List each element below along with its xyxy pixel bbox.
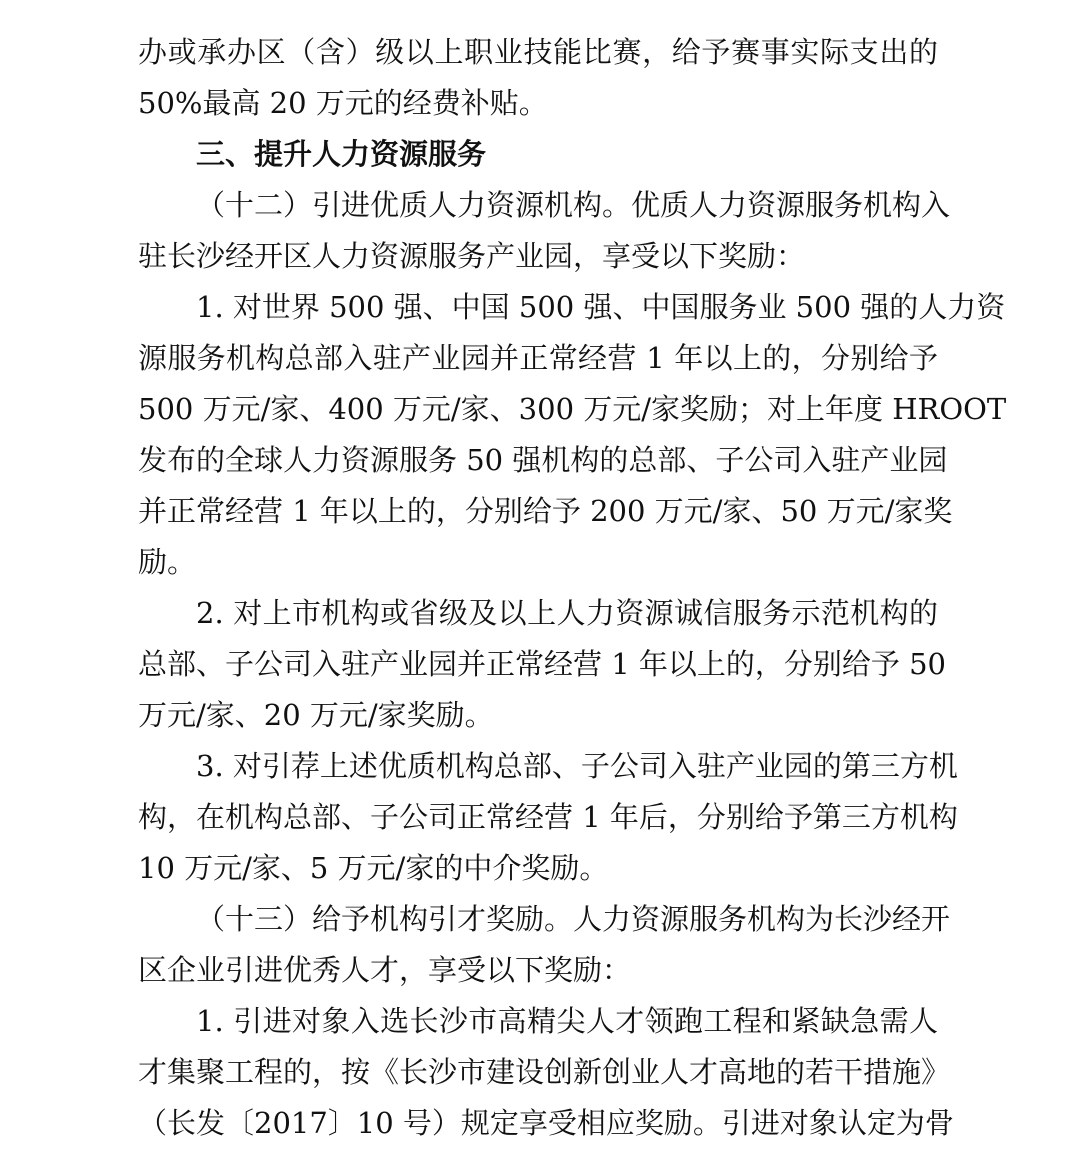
text-line: 办或承办区（含）级以上职业技能比赛，给予赛事实际支出的 xyxy=(138,35,938,69)
text-line: 并正常经营 1 年以上的，分别给予 200 万元/家、50 万元/家奖 xyxy=(138,494,953,528)
text-line: 总部、子公司入驻产业园并正常经营 1 年以上的，分别给予 50 xyxy=(138,647,947,681)
text-line: 万元/家、20 万元/家奖励。 xyxy=(138,698,494,732)
text-line: 1. 引进对象入选长沙市高精尖人才领跑工程和紧缺急需人 xyxy=(196,1004,938,1038)
text-line: 发布的全球人力资源服务 50 强机构的总部、子公司入驻产业园 xyxy=(138,443,948,477)
text-line: （十三）给予机构引才奖励。人力资源服务机构为长沙经开 xyxy=(196,902,951,936)
text-line: 源服务机构总部入驻产业园并正常经营 1 年以上的，分别给予 xyxy=(138,341,938,375)
text-line: 50%最高 20 万元的经费补贴。 xyxy=(138,86,548,120)
text-line: （十二）引进优质人力资源机构。优质人力资源服务机构入 xyxy=(196,188,951,222)
text-line: 3. 对引荐上述优质机构总部、子公司入驻产业园的第三方机 xyxy=(196,749,958,783)
text-line: 1. 对世界 500 强、中国 500 强、中国服务业 500 强的人力资 xyxy=(196,290,1006,324)
text-line: 驻长沙经开区人力资源服务产业园，享受以下奖励： xyxy=(138,239,806,273)
text-line: 才集聚工程的，按《长沙市建设创新创业人才高地的若干措施》 xyxy=(138,1055,951,1089)
text-line: 500 万元/家、400 万元/家、300 万元/家奖励；对上年度 HROOT xyxy=(138,392,1007,426)
text-line: 构，在机构总部、子公司正常经营 1 年后，分别给予第三方机构 xyxy=(138,800,958,834)
text-line: 励。 xyxy=(138,545,197,579)
text-line: （长发〔2017〕10 号）规定享受相应奖励。引进对象认定为骨 xyxy=(138,1106,954,1140)
section-heading: 三、提升人力资源服务 xyxy=(196,137,487,171)
document-body xyxy=(138,27,1007,1149)
text-line: 区企业引进优秀人才，享受以下奖励： xyxy=(138,953,632,987)
text-line: 2. 对上市机构或省级及以上人力资源诚信服务示范机构的 xyxy=(196,596,938,630)
text-line: 10 万元/家、5 万元/家的中介奖励。 xyxy=(138,851,609,885)
